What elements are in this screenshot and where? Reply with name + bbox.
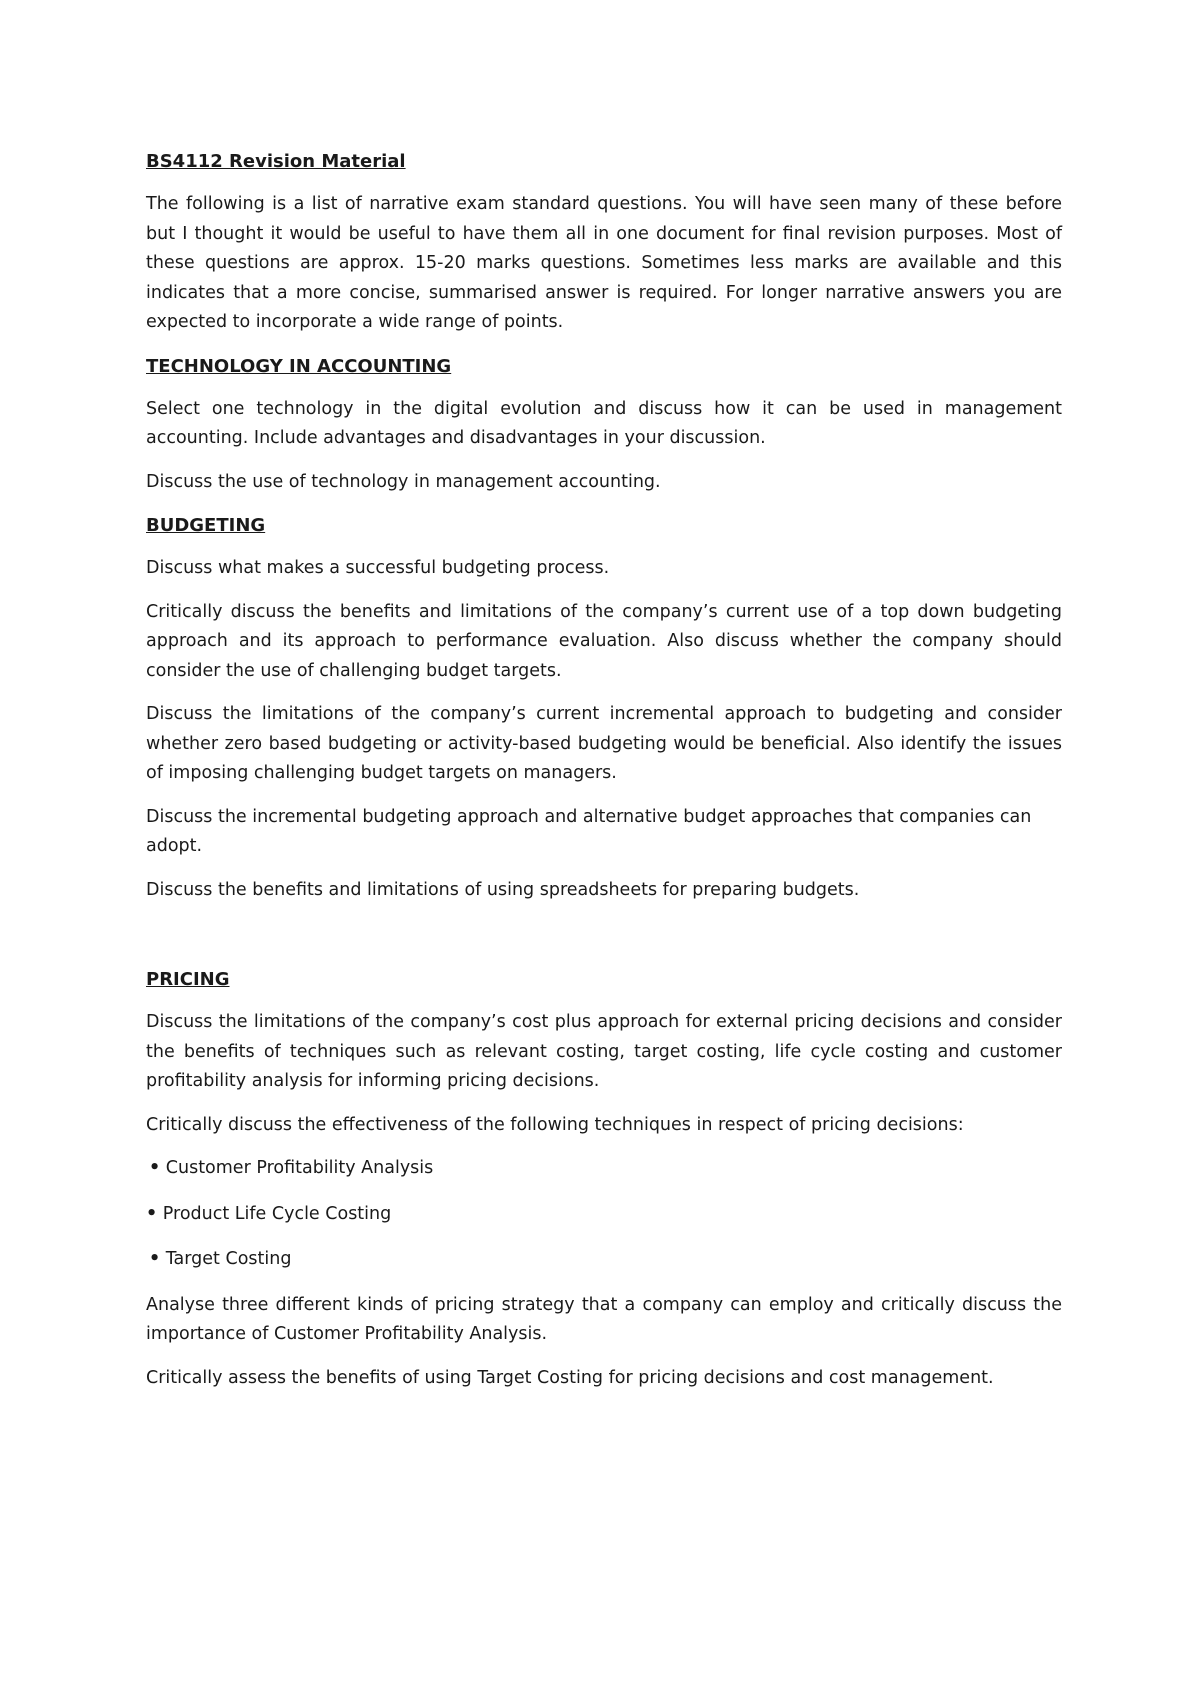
- pricing-question-2: Critically discuss the effectiveness of the following techniques in respect of pricing decisions:: [146, 1114, 964, 1135]
- section-heading-pricing: PRICING: [146, 969, 230, 990]
- bullet-text: Customer Profitability Analysis: [165, 1158, 434, 1178]
- technology-question-2: Discuss the use of technology in management accounting.: [146, 471, 661, 492]
- bullet-item: [146, 1154, 1062, 1184]
- budgeting-question-1: Discuss what makes a successful budgeting process.: [146, 558, 610, 578]
- budgeting-question-4: Discuss the incremental budgeting approach and alternative budget approaches that companies can adopt.: [146, 806, 1032, 856]
- pricing-question-1: Discuss the limitations of the company’s cost plus approach for external pricing decisions and consider the benefits of techniques such as relevant costing, target costing, life cycle costing and customer profitability analysis for informing pricing decisions.: [146, 1012, 1062, 1091]
- bullet-dot-icon: •: [149, 1158, 161, 1178]
- spacer: [146, 919, 1062, 965]
- technology-question-1: Select one technology in the digital evolution and discuss how it can be used in management accounting. Include advantages and disadvantages in your discussion.: [146, 398, 1062, 448]
- document-title: BS4112 Revision Material: [146, 151, 406, 172]
- document-page: [146, 147, 1062, 1407]
- bullet-dot-icon: •: [146, 1203, 158, 1224]
- bullet-item: [146, 1245, 1062, 1275]
- bullet-item: [146, 1200, 1062, 1230]
- budgeting-question-2: Critically discuss the benefits and limitations of the company’s current use of a top down budgeting approach and its approach to performance evaluation. Also discuss whether the company should consider the use of challenging budget targets.: [146, 601, 1062, 681]
- bullet-dot-icon: •: [149, 1249, 161, 1269]
- pricing-question-4: Critically assess the benefits of using Target Costing for pricing decisions and cost management.: [146, 1367, 994, 1388]
- budgeting-question-3: Discuss the limitations of the company’s current incremental approach to budgeting and consider whether zero based budgeting or activity-based budgeting would be beneficial. Also identify the issues of imposing challenging budget targets on managers.: [146, 704, 1062, 783]
- budgeting-question-5: Discuss the benefits and limitations of using spreadsheets for preparing budgets.: [146, 879, 860, 900]
- bullet-text: Target Costing: [165, 1249, 292, 1269]
- bullet-text: Product Life Cycle Costing: [162, 1203, 392, 1224]
- intro-paragraph: The following is a list of narrative exam standard questions. You will have seen many of these before but I thought it would be useful to have them all in one document for final revision purposes. Most of these questions are approx. 15-20 marks questions. Sometimes less marks are available and this indicates that a more concise, summarised answer is required. For longer narrative answers you are expected to incorporate a wide range of points.: [146, 194, 1062, 332]
- section-heading-technology: TECHNOLOGY IN ACCOUNTING: [146, 355, 452, 377]
- pricing-question-3: Analyse three different kinds of pricing strategy that a company can employ and critically discuss the importance of Customer Profitability Analysis.: [146, 1294, 1062, 1344]
- section-heading-budgeting: BUDGETING: [146, 515, 266, 536]
